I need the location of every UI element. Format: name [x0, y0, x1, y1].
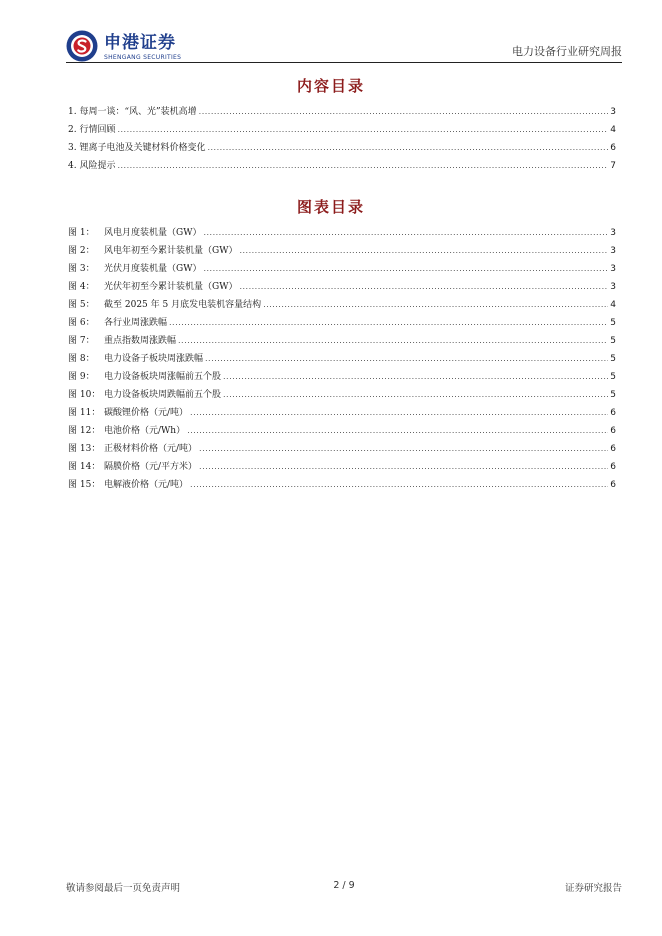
- dot-leader: [263, 296, 608, 314]
- brand-name-english: SHENGANG SECURITIES: [104, 54, 182, 61]
- figure-item[interactable]: [68, 386, 616, 404]
- dot-leader: [239, 242, 608, 260]
- figure-item[interactable]: [68, 242, 616, 260]
- figure-page: 5: [610, 318, 616, 328]
- dot-leader: [117, 157, 608, 175]
- figure-number: 图 3：: [68, 264, 95, 274]
- figure-caption: 截至 2025 年 5 月底发电装机容量结构: [104, 300, 262, 310]
- figure-page: 5: [610, 372, 616, 382]
- figure-page: 5: [610, 390, 616, 400]
- dot-leader: [169, 314, 608, 332]
- figure-item[interactable]: [68, 314, 616, 332]
- figure-page: 6: [610, 444, 616, 454]
- figure-number: 图 15：: [68, 480, 101, 490]
- figure-item[interactable]: [68, 422, 616, 440]
- dot-leader: [199, 458, 608, 476]
- dot-leader: [187, 422, 608, 440]
- toc-item[interactable]: [68, 139, 616, 157]
- figure-number: 图 10：: [68, 390, 101, 400]
- dot-leader: [199, 103, 609, 121]
- toc-item-page: 3: [610, 107, 616, 117]
- figure-number: 图 13：: [68, 444, 101, 454]
- figure-number: 图 11：: [68, 408, 101, 418]
- toc-title: 内容目录: [296, 77, 365, 95]
- figure-page: 3: [610, 246, 616, 256]
- figure-page: 3: [610, 228, 616, 238]
- dot-leader: [203, 224, 608, 242]
- figure-caption: 碳酸锂价格（元/吨）: [104, 408, 189, 418]
- figure-item[interactable]: [68, 224, 616, 242]
- report-type: 电力设备行业研究周报: [512, 45, 622, 58]
- toc-item[interactable]: [68, 103, 616, 121]
- toc-item-label: 2. 行情回顾: [68, 125, 116, 135]
- dot-leader: [178, 332, 608, 350]
- figure-page: 6: [610, 426, 616, 436]
- figure-item[interactable]: [68, 368, 616, 386]
- figure-number: 图 12：: [68, 426, 101, 436]
- figure-item[interactable]: [68, 332, 616, 350]
- figure-caption: 电解液价格（元/吨）: [104, 480, 189, 490]
- figure-number: 图 1：: [68, 228, 95, 238]
- figure-item[interactable]: [68, 404, 616, 422]
- figure-item[interactable]: [68, 296, 616, 314]
- dot-leader: [190, 404, 608, 422]
- figure-item[interactable]: [68, 350, 616, 368]
- dot-leader: [199, 440, 608, 458]
- figure-page: 6: [610, 462, 616, 472]
- dot-leader: [190, 476, 608, 494]
- figure-list: [68, 224, 616, 494]
- toc-item-label: 4. 风险提示: [68, 161, 116, 171]
- figure-caption: 电力设备子板块周涨跌幅: [104, 354, 204, 364]
- figure-item[interactable]: [68, 476, 616, 494]
- figure-page: 6: [610, 480, 616, 490]
- toc-item-page: 4: [610, 125, 616, 135]
- shengang-logo-icon: [66, 30, 98, 62]
- figure-number: 图 9：: [68, 372, 95, 382]
- figure-caption: 风电年初至今累计装机量（GW）: [104, 246, 238, 256]
- figure-number: 图 7：: [68, 336, 95, 346]
- figure-item[interactable]: [68, 260, 616, 278]
- figure-number: 图 4：: [68, 282, 95, 292]
- table-of-contents: [68, 103, 616, 175]
- figure-caption: 电池价格（元/Wh）: [104, 426, 186, 436]
- toc-item[interactable]: [68, 121, 616, 139]
- toc-item-label: 1. 每周一谈：“风、光”装机高增: [68, 107, 197, 117]
- figure-number: 图 14：: [68, 462, 101, 472]
- figure-caption: 电力设备板块周跌幅前五个股: [104, 390, 222, 400]
- figure-page: 3: [610, 282, 616, 292]
- dot-leader: [223, 368, 608, 386]
- dot-leader: [207, 139, 608, 157]
- toc-item-page: 6: [610, 143, 616, 153]
- figure-page: 5: [610, 354, 616, 364]
- figure-caption: 光伏月度装机量（GW）: [104, 264, 202, 274]
- figure-caption: 重点指数周涨跌幅: [104, 336, 177, 346]
- toc-item-page: 7: [610, 161, 616, 171]
- figure-page: 6: [610, 408, 616, 418]
- dot-leader: [239, 278, 608, 296]
- brand-name: 申港证券: [104, 33, 176, 53]
- disclaimer-note: 敬请参阅最后一页免责声明: [66, 883, 181, 894]
- figure-number: 图 6：: [68, 318, 95, 328]
- header-divider: [66, 62, 622, 63]
- figure-caption: 光伏年初至今累计装机量（GW）: [104, 282, 238, 292]
- dot-leader: [203, 260, 608, 278]
- figure-page: 3: [610, 264, 616, 274]
- figure-caption: 各行业周涨跌幅: [104, 318, 168, 328]
- figure-page: 5: [610, 336, 616, 346]
- dot-leader: [117, 121, 608, 139]
- dot-leader: [223, 386, 608, 404]
- page-footer: [66, 880, 622, 894]
- figure-number: 图 5：: [68, 300, 95, 310]
- toc-item[interactable]: [68, 157, 616, 175]
- page-indicator: 2 / 9: [333, 880, 355, 891]
- figure-item[interactable]: [68, 278, 616, 296]
- figures-title: 图表目录: [296, 198, 365, 216]
- figure-number: 图 8：: [68, 354, 95, 364]
- figure-caption: 正极材料价格（元/吨）: [104, 444, 198, 454]
- figure-caption: 电力设备板块周涨幅前五个股: [104, 372, 222, 382]
- figure-caption: 隔膜价格（元/平方米）: [104, 462, 198, 472]
- dot-leader: [205, 350, 608, 368]
- figure-page: 4: [610, 300, 616, 310]
- toc-item-label: 3. 锂离子电池及关键材料价格变化: [68, 143, 206, 153]
- figure-item[interactable]: [68, 440, 616, 458]
- document-type: 证券研究报告: [564, 883, 622, 894]
- figure-caption: 风电月度装机量（GW）: [104, 228, 202, 238]
- figure-number: 图 2：: [68, 246, 95, 256]
- figure-item[interactable]: [68, 458, 616, 476]
- page-header: [0, 0, 662, 64]
